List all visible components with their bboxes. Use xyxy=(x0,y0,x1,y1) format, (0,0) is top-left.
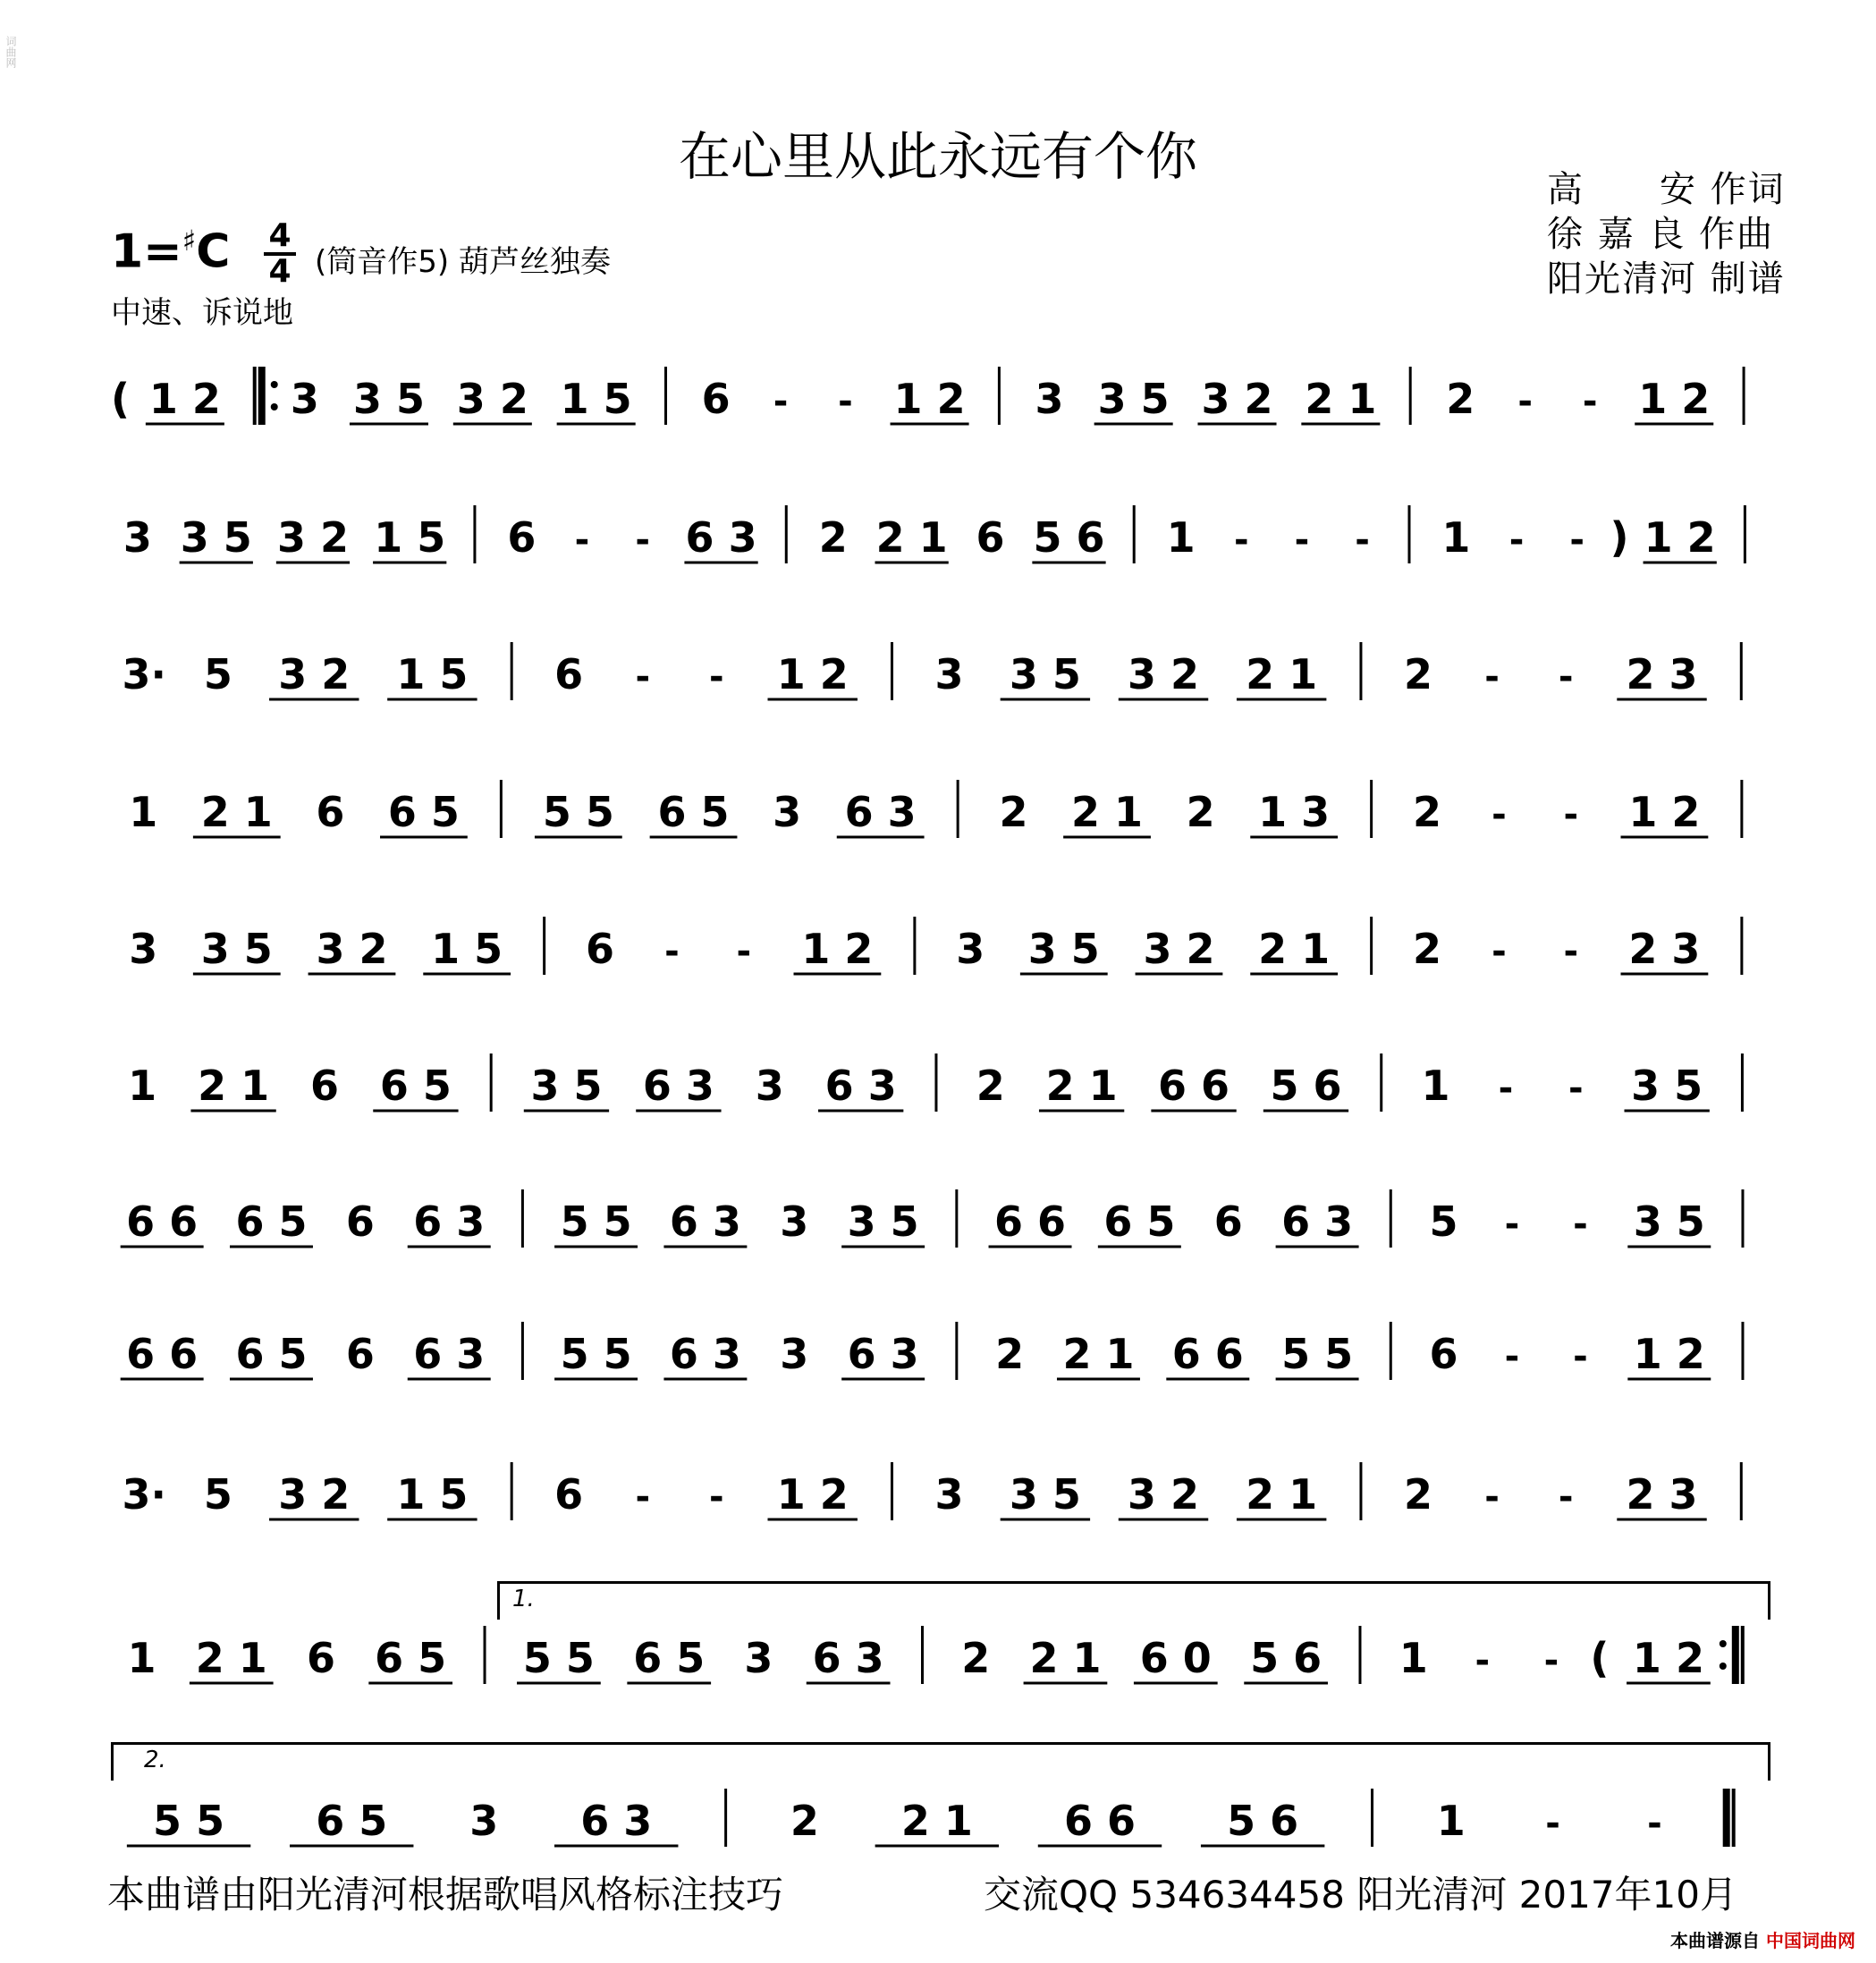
score-row xyxy=(107,1045,1770,1152)
note-group: 6 3 xyxy=(413,1197,486,1246)
extension-dash: - xyxy=(1484,1476,1500,1518)
score-row-svg xyxy=(107,1617,1770,1724)
volta-1-label: 1. xyxy=(512,1586,535,1612)
note-group: 5 xyxy=(1429,1197,1458,1246)
note-group: 5 6 xyxy=(1250,1634,1322,1682)
note-group: 2 3 xyxy=(1626,650,1698,698)
note-group: 1 xyxy=(1436,1797,1466,1845)
note-group: 2 1 xyxy=(900,1797,973,1845)
note-group: 2 1 xyxy=(195,1634,267,1682)
note-group: 6 5 xyxy=(379,1062,452,1110)
extension-dash: - xyxy=(1582,381,1598,422)
note-group: 3 5 xyxy=(847,1197,919,1246)
score-row xyxy=(107,633,1770,740)
note-group: 3 xyxy=(1035,375,1064,423)
extension-dash: - xyxy=(709,656,724,698)
note-group: 3 5 xyxy=(352,375,425,423)
note-group: 3· xyxy=(122,1470,167,1519)
extension-dash: - xyxy=(838,381,853,422)
note-group: 1 5 xyxy=(396,650,469,698)
note-group: ( xyxy=(1590,1634,1610,1682)
note-group: 3 5 xyxy=(200,925,273,973)
note-group: 3 2 xyxy=(1128,650,1200,698)
note-group: 6 xyxy=(507,513,537,562)
note-group: 1 5 xyxy=(396,1470,469,1519)
note-group: 6 5 xyxy=(316,1797,388,1845)
note-group: 1 xyxy=(1441,513,1471,562)
margin-watermark: 词曲网 xyxy=(4,36,17,68)
note-group: 6 xyxy=(1213,1197,1243,1246)
extension-dash: - xyxy=(664,931,680,972)
extension-dash: - xyxy=(1517,381,1534,422)
note-group: 3 xyxy=(123,513,152,562)
score-row-svg xyxy=(107,496,1770,604)
note-group: 3 xyxy=(773,788,802,836)
note-group: 3 2 xyxy=(278,1470,351,1519)
lyricist-credit: 高 安 作词 xyxy=(1547,169,1786,210)
note-group: 3 2 xyxy=(1143,925,1215,973)
note-group: 1 2 xyxy=(801,925,874,973)
note-group: 5 xyxy=(203,650,232,698)
note-group: ) xyxy=(1610,513,1629,562)
extension-dash: - xyxy=(1573,1336,1588,1377)
extension-dash: - xyxy=(1563,794,1579,835)
note-group: 3 5 xyxy=(530,1062,603,1110)
note-group: 6 6 xyxy=(126,1197,199,1246)
note-group: 6 5 xyxy=(375,1634,447,1682)
note-group: 1 xyxy=(1166,513,1196,562)
note-group: 3 2 xyxy=(1128,1470,1200,1519)
extension-dash: - xyxy=(736,931,752,972)
repeat-dot xyxy=(1720,1640,1727,1647)
note-group: 2 1 xyxy=(875,513,948,562)
note-group: 6 6 xyxy=(126,1330,199,1378)
note-group: 2 1 xyxy=(1246,1470,1318,1519)
score-row xyxy=(107,496,1770,604)
note-group: 1 xyxy=(129,788,158,836)
extension-dash: - xyxy=(773,381,789,422)
score-row xyxy=(107,1617,1770,1724)
score-row-svg xyxy=(107,1045,1770,1152)
note-group: 6 xyxy=(554,650,584,698)
note-group: 6 6 xyxy=(1158,1062,1230,1110)
note-group: 6 3 xyxy=(413,1330,486,1378)
note-group: 3 xyxy=(755,1062,784,1110)
note-group: 5 5 xyxy=(560,1197,632,1246)
note-group: 6 5 xyxy=(633,1634,706,1682)
extension-dash: - xyxy=(1294,520,1310,561)
extension-dash: - xyxy=(1498,1068,1514,1109)
extension-dash: - xyxy=(1569,520,1584,561)
note-group: 5 5 xyxy=(1281,1330,1354,1378)
note-group: 2 xyxy=(818,513,848,562)
note-group: 6 xyxy=(310,1062,340,1110)
note-group: 2 1 xyxy=(198,1062,270,1110)
note-group: 6 3 xyxy=(844,788,917,836)
note-group: 6 xyxy=(345,1330,375,1378)
note-group: 2 xyxy=(976,1062,1005,1110)
note-group: 6 5 xyxy=(387,788,460,836)
note-group: 2 xyxy=(961,1634,991,1682)
note-group: 6 6 xyxy=(994,1197,1067,1246)
note-group: 6 3 xyxy=(812,1634,884,1682)
note-group: 1 xyxy=(1399,1634,1428,1682)
key-signature xyxy=(111,224,230,278)
note-group: 2 3 xyxy=(1628,925,1701,973)
note-group: 2 xyxy=(1186,788,1215,836)
extension-dash: - xyxy=(1355,520,1370,561)
note-group: 1 xyxy=(127,1634,156,1682)
note-group: 6 3 xyxy=(669,1330,741,1378)
time-signature-bottom: 4 xyxy=(268,253,292,290)
note-group: 6 5 xyxy=(657,788,730,836)
note-group: 5 5 xyxy=(522,1634,595,1682)
extension-dash: - xyxy=(1233,520,1249,561)
score-row xyxy=(107,1453,1770,1561)
note-group: 6 5 xyxy=(235,1197,308,1246)
note-group: 1 xyxy=(1421,1062,1450,1110)
source-credit xyxy=(1670,1926,1855,1952)
note-group: 1 2 xyxy=(1644,513,1716,562)
note-group: 3 xyxy=(469,1797,499,1845)
note-group: 2 1 xyxy=(1305,375,1377,423)
key-prefix: 1= xyxy=(111,224,182,279)
score-row xyxy=(107,908,1770,1015)
time-signature xyxy=(264,217,296,290)
note-group: 3 5 xyxy=(1097,375,1170,423)
note-group: 2 xyxy=(1412,788,1441,836)
note-group: 6 0 xyxy=(1139,1634,1212,1682)
note-group: 2 xyxy=(1412,925,1441,973)
note-group: 2 1 xyxy=(200,788,273,836)
note-group: 6 xyxy=(554,1470,584,1519)
extension-dash: - xyxy=(1475,1640,1491,1681)
tempo-marking: 中速、诉说地 xyxy=(111,295,293,331)
repeat-dot xyxy=(1720,1663,1727,1670)
note-group: 3 5 xyxy=(1009,1470,1081,1519)
note-group: 3 2 xyxy=(1201,375,1273,423)
note-group: 6 xyxy=(306,1634,335,1682)
note-group: 2 1 xyxy=(1062,1330,1135,1378)
score-row-svg xyxy=(107,908,1770,1015)
score-row-svg xyxy=(107,633,1770,740)
extension-dash: - xyxy=(1508,520,1525,561)
note-group: 5 5 xyxy=(153,1797,225,1845)
note-group: 2 xyxy=(1403,1470,1432,1519)
note-group: 3 5 xyxy=(1009,650,1081,698)
note-group: 6 5 xyxy=(235,1330,308,1378)
note-group: 6 6 xyxy=(1171,1330,1244,1378)
note-group: 3 xyxy=(956,925,985,973)
extension-dash: - xyxy=(1558,656,1574,698)
note-group: 3 xyxy=(934,1470,964,1519)
time-signature-top: 4 xyxy=(268,217,292,254)
note-group: 5 5 xyxy=(560,1330,632,1378)
note-group: ( xyxy=(110,375,130,423)
extension-dash: - xyxy=(1545,1803,1560,1844)
note-group: 6 xyxy=(316,788,345,836)
note-group: 3 5 xyxy=(1631,1062,1703,1110)
note-group: 3 2 xyxy=(278,650,351,698)
note-group: 6 6 xyxy=(1063,1797,1137,1845)
key-sharp: ♯ xyxy=(182,224,197,258)
note-group: 2 1 xyxy=(1045,1062,1118,1110)
note-group: 5 6 xyxy=(1270,1062,1342,1110)
extension-dash: - xyxy=(1504,1204,1520,1245)
note-group: 1 5 xyxy=(431,925,503,973)
extension-dash: - xyxy=(635,520,650,561)
arranger-credit: 阳光清河 制谱 xyxy=(1547,258,1786,300)
note-group: 6 5 xyxy=(1103,1197,1176,1246)
note-group: 3 2 xyxy=(276,513,349,562)
extension-dash: - xyxy=(1568,1068,1584,1109)
note-group: 1 2 xyxy=(148,375,221,423)
score-row-svg xyxy=(107,771,1770,878)
note-group: 6 3 xyxy=(580,1797,653,1845)
extension-dash: - xyxy=(1484,656,1500,698)
extension-dash: - xyxy=(1558,1476,1574,1518)
note-group: 6 3 xyxy=(1281,1197,1354,1246)
extension-dash: - xyxy=(635,1476,651,1518)
extension-dash: - xyxy=(1563,931,1579,972)
repeat-dot xyxy=(271,381,278,388)
note-group: 1 2 xyxy=(1632,1634,1704,1682)
source-site: 中国词曲网 xyxy=(1765,1930,1855,1951)
extension-dash: - xyxy=(1647,1803,1662,1844)
note-group: 5 xyxy=(203,1470,232,1519)
score-row-svg xyxy=(107,358,1770,465)
repeat-dot xyxy=(271,403,278,410)
extension-dash: - xyxy=(635,656,651,698)
footer-contact: 交流QQ 534634458 阳光清河 2017年10月 xyxy=(984,1873,1737,1916)
note-group: 3· xyxy=(122,650,167,698)
note-group: 1 xyxy=(128,1062,157,1110)
note-group: 2 xyxy=(999,788,1028,836)
note-group: 6 3 xyxy=(847,1330,919,1378)
extension-dash: - xyxy=(1573,1204,1588,1245)
volta-2-label: 2. xyxy=(144,1747,166,1773)
extension-dash: - xyxy=(1543,1640,1559,1681)
composer-credit: 徐 嘉 良 作曲 xyxy=(1547,214,1775,255)
score-title: 在心里从此永远有个你 xyxy=(678,126,1197,187)
score-row xyxy=(107,1313,1770,1420)
note-group: 3 xyxy=(780,1330,809,1378)
note-group: 1 2 xyxy=(893,375,966,423)
score-row xyxy=(107,771,1770,878)
note-group: 3 xyxy=(780,1197,809,1246)
instrument-note: (筒音作5) 葫芦丝独奏 xyxy=(315,244,611,280)
key-letter: C xyxy=(196,224,231,279)
note-group: 6 3 xyxy=(642,1062,714,1110)
note-group: 3 5 xyxy=(1633,1197,1705,1246)
note-group: 5 6 xyxy=(1033,513,1105,562)
score-row-svg xyxy=(107,1180,1770,1288)
note-group: 2 xyxy=(790,1797,819,1845)
note-group: 6 3 xyxy=(669,1197,741,1246)
note-group: 3 2 xyxy=(316,925,388,973)
note-group: 3 2 xyxy=(456,375,528,423)
extension-dash: - xyxy=(1504,1336,1520,1377)
score-row-svg xyxy=(107,1453,1770,1561)
note-group: 2 1 xyxy=(1258,925,1331,973)
note-group: 3 xyxy=(290,375,319,423)
note-group: 2 3 xyxy=(1626,1470,1698,1519)
volta-1-bracket xyxy=(497,1581,1770,1620)
note-group: 2 xyxy=(1446,375,1475,423)
note-group: 1 2 xyxy=(1638,375,1711,423)
extension-dash: - xyxy=(574,520,590,561)
source-prefix: 本曲谱源自 xyxy=(1670,1930,1760,1951)
note-group: 6 xyxy=(345,1197,375,1246)
note-group: 1 5 xyxy=(560,375,632,423)
extension-dash: - xyxy=(709,1476,724,1518)
note-group: 3 xyxy=(934,650,964,698)
note-group: 2 1 xyxy=(1071,788,1144,836)
note-group: 1 2 xyxy=(1628,788,1701,836)
volta-2-bracket xyxy=(111,1742,1770,1781)
note-group: 6 3 xyxy=(685,513,757,562)
score-row xyxy=(107,1180,1770,1288)
extension-dash: - xyxy=(1492,794,1507,835)
note-group: 6 3 xyxy=(824,1062,897,1110)
score-row xyxy=(107,358,1770,465)
footer-note: 本曲谱由阳光清河根据歌唱风格标注技巧 xyxy=(107,1873,784,1916)
note-group: 2 1 xyxy=(1246,650,1318,698)
note-group: 1 3 xyxy=(1258,788,1331,836)
note-group: 6 xyxy=(1429,1330,1458,1378)
note-group: 1 5 xyxy=(374,513,446,562)
note-group: 2 xyxy=(995,1330,1025,1378)
note-group: 6 xyxy=(585,925,614,973)
note-group: 5 6 xyxy=(1227,1797,1299,1845)
note-group: 3 5 xyxy=(1027,925,1100,973)
note-group: 1 2 xyxy=(776,1470,849,1519)
note-group: 3 5 xyxy=(180,513,252,562)
score-row-svg xyxy=(107,1313,1770,1420)
note-group: 5 5 xyxy=(542,788,614,836)
note-group: 2 1 xyxy=(1029,1634,1102,1682)
note-group: 1 2 xyxy=(776,650,849,698)
note-group: 3 xyxy=(129,925,158,973)
note-group: 1 2 xyxy=(1633,1330,1705,1378)
extension-dash: - xyxy=(1492,931,1507,972)
note-group: 6 xyxy=(701,375,731,423)
note-group: 3 xyxy=(744,1634,773,1682)
note-group: 2 xyxy=(1403,650,1432,698)
note-group: 6 xyxy=(976,513,1005,562)
